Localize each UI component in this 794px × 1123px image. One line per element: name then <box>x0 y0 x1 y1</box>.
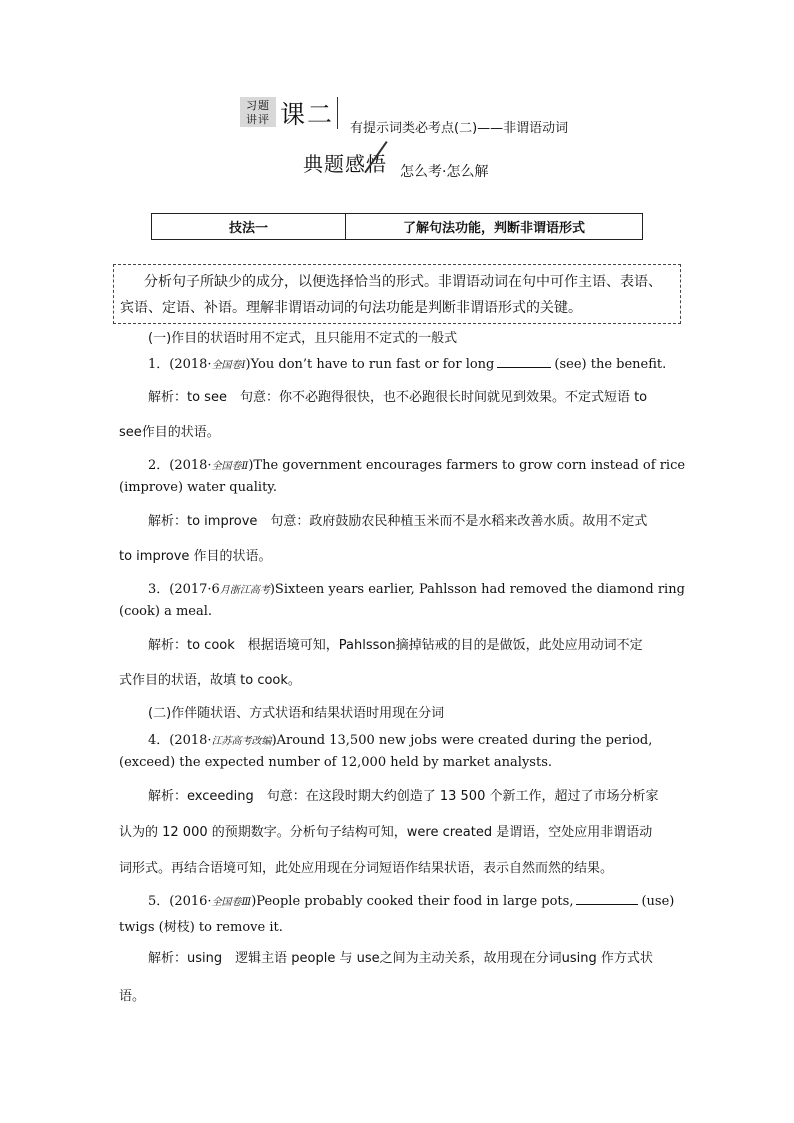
banner-subtitle: 怎么考·怎么解 <box>400 164 489 180</box>
question-5 <box>148 890 674 909</box>
q2-explanation-2: to improve 作目的状语。 <box>119 549 272 564</box>
technique-table <box>151 213 643 240</box>
q5-source: 全国卷Ⅲ <box>211 897 252 908</box>
question-2 <box>148 454 685 473</box>
question-1 <box>148 353 666 372</box>
q1-explanation-2: see作目的状语。 <box>119 425 220 440</box>
q5-text-end: (use) <box>641 894 675 909</box>
q5-explanation-2: 语。 <box>119 989 146 1004</box>
badge-divider <box>337 97 338 129</box>
badge-small-bottom: 讲评 <box>246 113 270 126</box>
q1-blank[interactable] <box>497 355 551 368</box>
q5-number: 5．(2016· <box>148 894 212 909</box>
banner-title: 典题感悟 <box>303 152 387 176</box>
q5-explanation-1: 解析：using 逻辑主语 people 与 use之间为主动关系，故用现在分词using 作方式状 <box>148 951 653 966</box>
q5-text-2: twigs (树枝) to remove it. <box>119 920 283 935</box>
q3-explanation-1: 解析：to cook 根据语境可知，Pahlsson摘掉钻戒的目的是做饭，此处应用动词不定 <box>148 638 643 653</box>
q2-explanation-1: 解析：to improve 句意：政府鼓励农民种植玉米而不是水稻来改善水质。故用不定式 <box>148 514 648 529</box>
q2-source: 全国卷Ⅱ <box>211 461 249 472</box>
q4-explanation-1: 解析：exceeding 句意：在这段时期大约创造了 13 500 个新工作，超过了市场分析家 <box>148 789 659 804</box>
q1-text-end: (see) the benefit. <box>554 357 667 372</box>
q4-text: )Around 13,500 new jobs were created during the period, <box>271 733 653 748</box>
q3-source: 月浙江高考 <box>219 585 270 596</box>
q4-explanation-2: 认为的 12 000 的预期数字。分析句子结构可知，were created 是谓语，空处应用非谓语动 <box>119 825 653 840</box>
q5-blank[interactable] <box>576 892 638 905</box>
intro-line-1: 分析句子所缺少的成分，以便选择恰当的形式。非谓语动词在句中可作主语、表语、 <box>144 274 662 290</box>
q3-text-2: (cook) a meal. <box>119 604 213 619</box>
lesson-badge <box>240 97 338 129</box>
intro-box <box>113 264 681 324</box>
q2-text: )The government encourages farmers to grow corn instead of rice <box>248 458 686 473</box>
q4-number: 4．(2018· <box>148 733 212 748</box>
technique-label: 技法一 <box>152 214 346 239</box>
q1-text: )You don’t have to run fast or for long <box>245 357 495 372</box>
question-4 <box>148 729 652 748</box>
q5-text: )People probably cooked their food in large pots, <box>251 894 574 909</box>
q1-number: 1．(2018· <box>148 357 212 372</box>
section-heading-1: (一)作目的状语时用不定式，且只能用不定式的一般式 <box>148 331 458 346</box>
q1-explanation-1: 解析：to see 句意：你不必跑得很快，也不必跑很长时间就见到效果。不定式短语 to <box>148 390 648 405</box>
q2-text-2: (improve) water quality. <box>119 480 278 495</box>
lesson-title: 有提示词类必考点(二)——非谓语动词 <box>350 121 569 136</box>
badge-small-top: 习题 <box>246 99 270 112</box>
q3-number: 3．(2017·6 <box>148 582 220 597</box>
q4-explanation-3: 词形式。再结合语境可知，此处应用现在分词短语作结果状语，表示自然而然的结果。 <box>119 861 614 876</box>
q3-explanation-2: 式作目的状语，故填 to cook。 <box>119 673 301 688</box>
section-heading-2: (二)作伴随状语、方式状语和结果状语时用现在分词 <box>148 706 445 721</box>
badge-big: 课二 <box>280 100 335 129</box>
q4-text-2: (exceed) the expected number of 12,000 held by market analysts. <box>119 755 552 770</box>
q2-number: 2．(2018· <box>148 458 212 473</box>
question-3 <box>148 578 685 597</box>
badge-small <box>240 97 276 127</box>
technique-title: 了解句法功能，判断非谓语形式 <box>402 221 585 236</box>
q1-source: 全国卷Ⅰ <box>211 360 246 371</box>
q3-text: )Sixteen years earlier, Pahlsson had removed the diamond ring <box>269 582 685 597</box>
intro-line-2: 宾语、定语、补语。理解非谓语动词的句法功能是判断非谓语形式的关键。 <box>120 300 582 316</box>
q4-source: 江苏高考改编 <box>211 736 272 747</box>
